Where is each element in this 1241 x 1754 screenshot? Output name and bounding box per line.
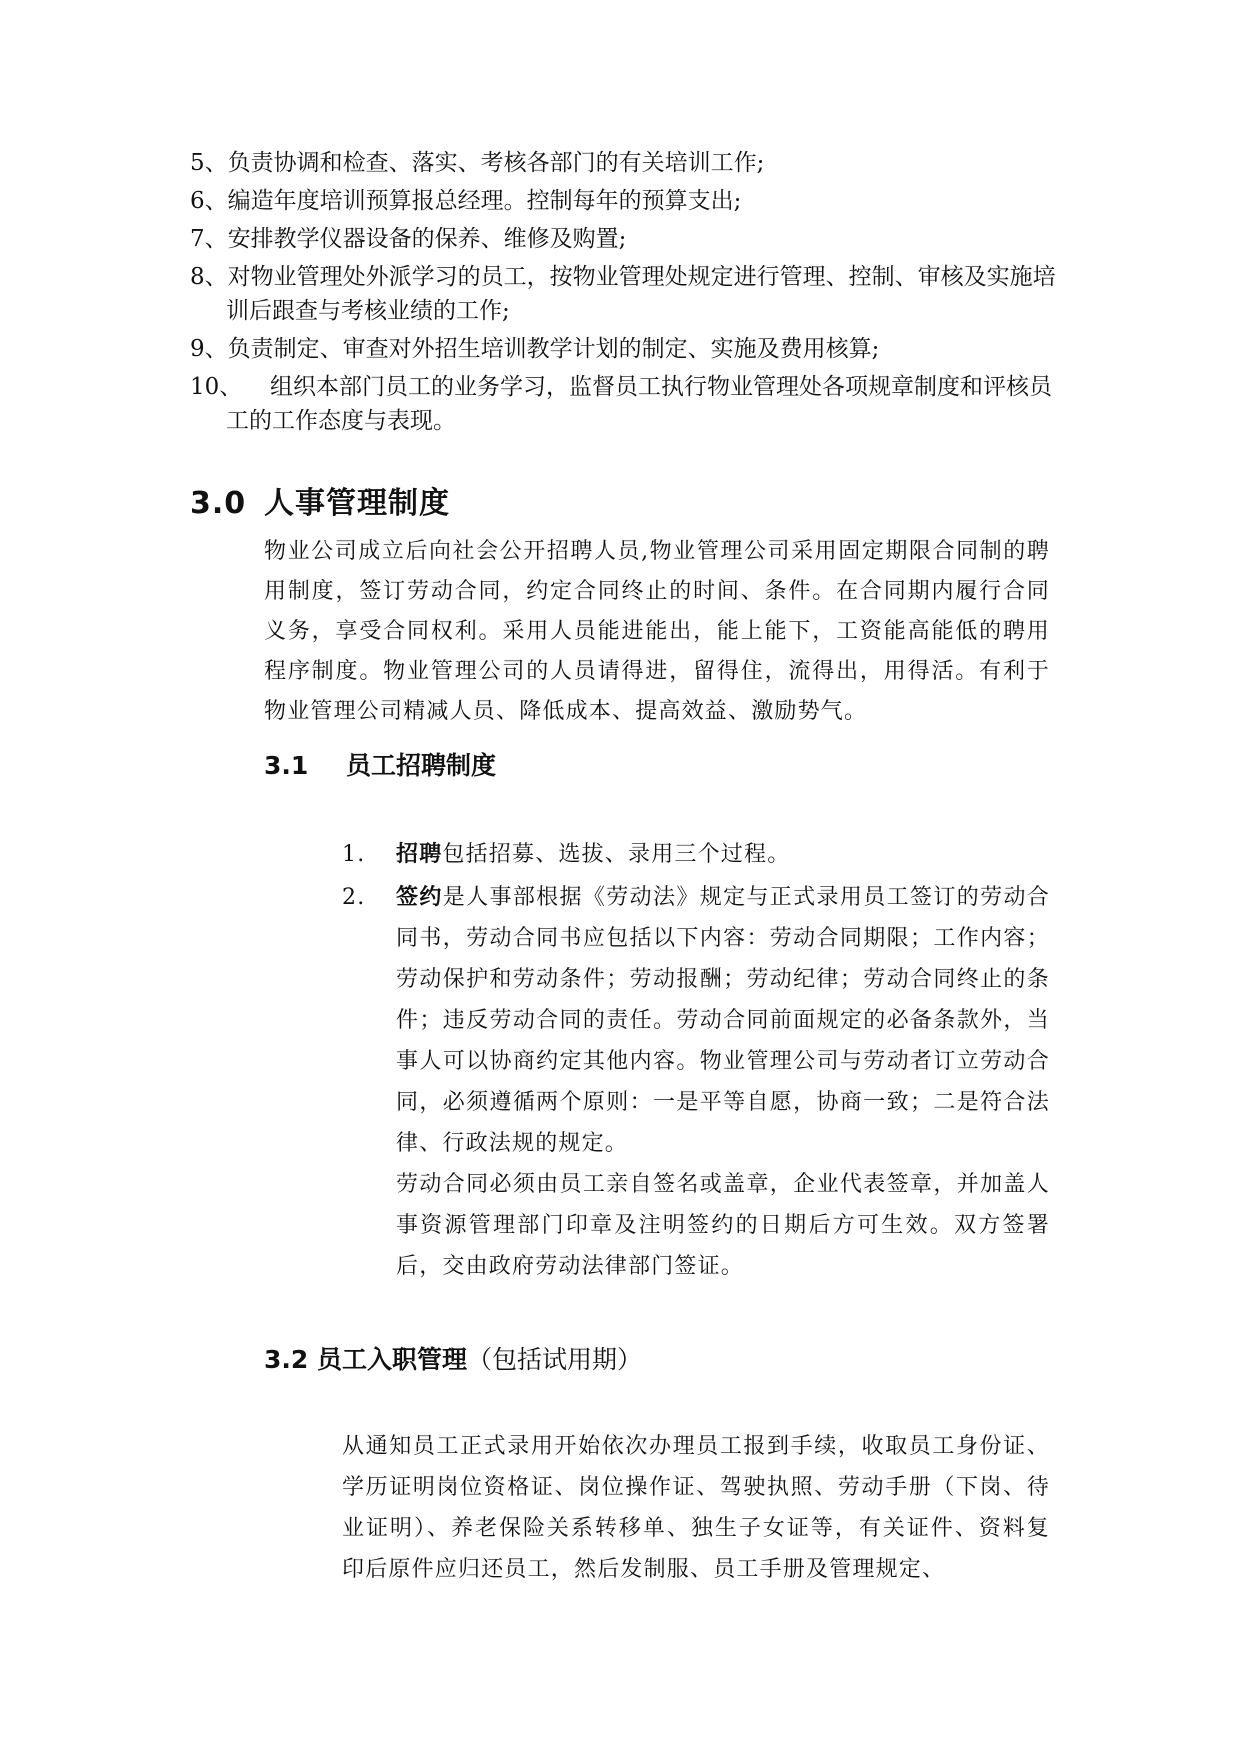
duty-number: 5、: [190, 150, 228, 176]
duty-list: [190, 146, 1058, 442]
section-title-note: （包括试用期）: [467, 1345, 643, 1374]
recruitment-list: [342, 834, 1050, 1287]
section-heading-3-2: [264, 1340, 642, 1376]
list-body: [396, 877, 1050, 1287]
section-heading-3-0: [190, 478, 450, 522]
list-number: 2.: [342, 885, 366, 910]
duty-text: 安排教学仪器设备的保养、维修及购置;: [227, 226, 627, 252]
duty-number: 8、: [190, 264, 228, 290]
duty-item-5: [190, 146, 1058, 180]
list-number: 1.: [342, 842, 366, 867]
duty-number: 10、: [190, 374, 243, 400]
section-3-0-paragraph: 物业公司成立后向社会公开招聘人员,物业管理公司采用固定期限合同制的聘用制度，签订劳动合同，约定合同终止的时间、条件。在合同期内履行合同义务，享受合同权利。采用人员能进能出，能上能下，工资能高能低的聘用程序制度。物业管理公司的人员请得进，留得住，流得出，用得活。有利于物业管理公司精减人员、降低成本、提高效益、激励势气。: [264, 539, 1050, 724]
list-body: [396, 834, 1050, 875]
duty-number: 6、: [190, 188, 228, 214]
duty-item-8: [190, 260, 1058, 328]
list-item: [342, 834, 1050, 875]
duty-item-7: [190, 222, 1058, 256]
section-title: 员工招聘制度: [346, 751, 497, 780]
section-number: 3.2: [264, 1345, 309, 1374]
duty-text: 编造年度培训预算报总经理。控制每年的预算支出;: [227, 188, 742, 214]
section-number: 3.1: [264, 751, 309, 780]
list-text: 包括招募、选拔、录用三个过程。: [442, 842, 791, 867]
duty-text: 负责协调和检查、落实、考核各部门的有关培训工作;: [227, 150, 765, 176]
list-item: [342, 877, 1050, 1287]
duty-text: 组织本部门员工的业务学习，监督员工执行物业管理处各项规章制度和评核员工的工作态度与表现。: [226, 374, 1052, 434]
list-text: 是人事部根据《劳动法》规定与正式录用员工签订的劳动合同书，劳动合同书应包括以下内容：劳动合同期限；工作内容；劳动保护和劳动条件；劳动报酬；劳动纪律；劳动合同终止的条件；违反劳动合同的责任。劳动合同前面规定的必备条款外，当事人可以协商约定其他内容。物业管理公司与劳动者订立劳动合同，必须遵循两个原则：一是平等自愿，协商一致；二是符合法律、行政法规的规定。: [396, 885, 1051, 1156]
duty-item-6: [190, 184, 1058, 218]
list-keyword: 招聘: [396, 842, 443, 867]
list-text-continued: 劳动合同必须由员工亲自签名或盖章，企业代表签章，并加盖人事资源管理部门印章及注明签约的日期后方可生效。双方签署后，交由政府劳动法律部门签证。: [396, 1172, 1050, 1279]
section-number: 3.0: [190, 486, 247, 521]
list-keyword: 签约: [396, 885, 443, 910]
duty-text: 对物业管理处外派学习的员工，按物业管理处规定进行管理、控制、审核及实施培训后跟查与考核业绩的工作;: [226, 264, 1056, 324]
section-title: 人事管理制度: [264, 486, 450, 521]
duty-item-10: [190, 370, 1058, 438]
section-title: 员工入职管理: [317, 1345, 468, 1374]
duty-number: 9、: [190, 336, 228, 362]
duty-item-9: [190, 332, 1058, 366]
duty-text: 负责制定、审查对外招生培训教学计划的制定、实施及费用核算;: [227, 336, 880, 362]
section-3-2-paragraph: 从通知员工正式录用开始依次办理员工报到手续，收取员工身份证、学历证明岗位资格证、岗位操作证、驾驶执照、劳动手册（下岗、待业证明）、养老保险关系转移单、独生子女证等，有关证件、资料复印后原件应归还员工，然后发制服、员工手册及管理规定、: [342, 1434, 1050, 1582]
section-heading-3-1: [264, 746, 496, 782]
duty-number: 7、: [190, 226, 228, 252]
